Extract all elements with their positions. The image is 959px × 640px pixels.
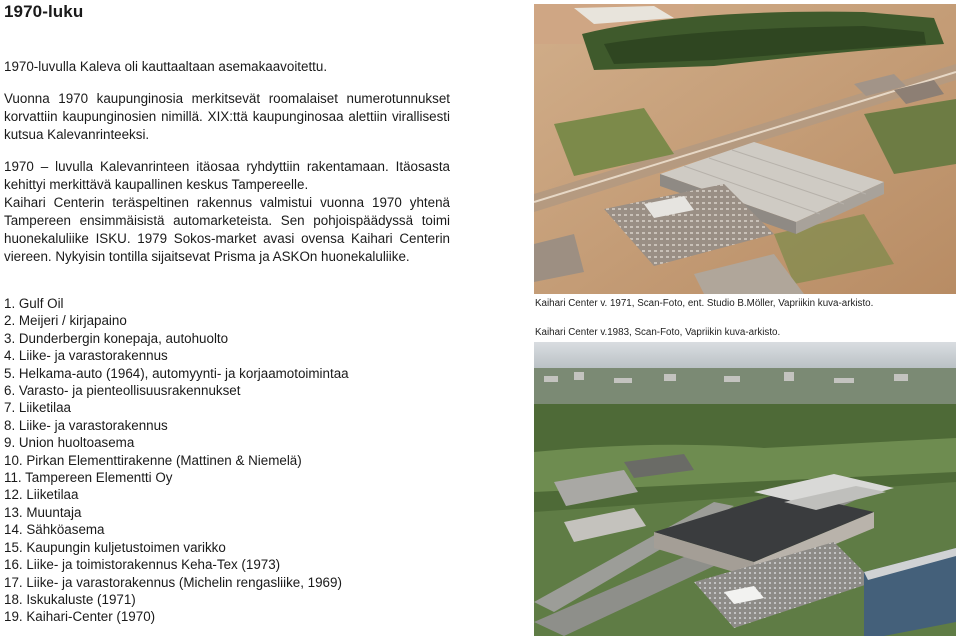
legend-item: 13. Muuntaja — [4, 504, 82, 520]
legend-item: 10. Pirkan Elementtirakenne (Mattinen & Niemelä) — [4, 452, 302, 468]
legend-item: 1. Gulf Oil — [4, 296, 64, 311]
legend-item: 7. Liiketilaa — [4, 400, 71, 416]
building-legend-list — [4, 295, 450, 626]
paragraph-4: Kaihari Centerin teräspeltinen rakennus valmistui vuonna 1970 yhtenä Tampereen ensimmäisistä automarketeista. Sen pohjoispäädyssä toimi huonekaluliike ISKU. 1979 Sokos-market avasi ovensa Kaihari Centerin viereen. Nykyisin tontilla sijaitsevat Prisma ja ASKOn huonekaluliike. — [4, 195, 450, 264]
legend-item: 12. Liiketilaa — [4, 487, 79, 503]
legend-item: 6. Varasto- ja pienteollisuusrakennukset — [4, 383, 241, 399]
legend-item: 15. Kaupungin kuljetustoimen varikko — [4, 539, 226, 555]
legend-item: 9. Union huoltoasema — [4, 435, 135, 451]
paragraph-2: Vuonna 1970 kaupunginosia merkitsevät roomalaiset numerotunnukset korvattiin kaupunginosien nimillä. XIX:ttä kaupunginosaa alettiin virallisesti kutsua Kalevanrinteeksi. — [4, 91, 450, 142]
legend-item: 8. Liike- ja varastorakennus — [4, 417, 168, 433]
legend-item: 14. Sähköasema — [4, 522, 105, 538]
legend-item: 19. Kaihari-Center (1970) — [4, 609, 156, 625]
legend-item: 3. Dunderbergin konepaja, autohuolto — [4, 330, 229, 346]
body-text — [4, 58, 450, 280]
legend-item: 17. Liike- ja varastorakennus (Michelin rengasliike, 1969) — [4, 574, 342, 590]
legend-item: 4. Liike- ja varastorakennus — [4, 348, 168, 364]
legend-item: 11. Tampereen Elementti Oy — [4, 470, 173, 486]
legend-item: 18. Iskukaluste (1971) — [4, 591, 136, 607]
aerial-photo-1983 — [534, 342, 956, 636]
legend-item: 5. Helkama-auto (1964), automyynti- ja korjaamotoimintaa — [4, 365, 349, 381]
photo-caption-1971: Kaihari Center v. 1971, Scan-Foto, ent. Studio B.Möller, Vapriikin kuva-arkisto. — [535, 298, 874, 309]
paragraph-3: 1970 – luvulla Kalevanrinteen itäosaa ryhdyttiin rakentamaan. Itäosasta kehittyi merkittävä kaupallinen keskus Tampereelle. — [4, 159, 450, 192]
page-title: 1970-luku — [4, 2, 84, 21]
paragraph-1: 1970-luvulla Kaleva oli kauttaaltaan asemakaavoitettu. — [4, 59, 328, 74]
legend-item: 2. Meijeri / kirjapaino — [4, 313, 127, 329]
photo-caption-1983: Kaihari Center v.1983, Scan-Foto, Vapriikin kuva-arkisto. — [535, 327, 781, 338]
aerial-photo-1971 — [534, 4, 956, 294]
legend-item: 16. Liike- ja toimistorakennus Keha-Tex (1973) — [4, 557, 281, 573]
